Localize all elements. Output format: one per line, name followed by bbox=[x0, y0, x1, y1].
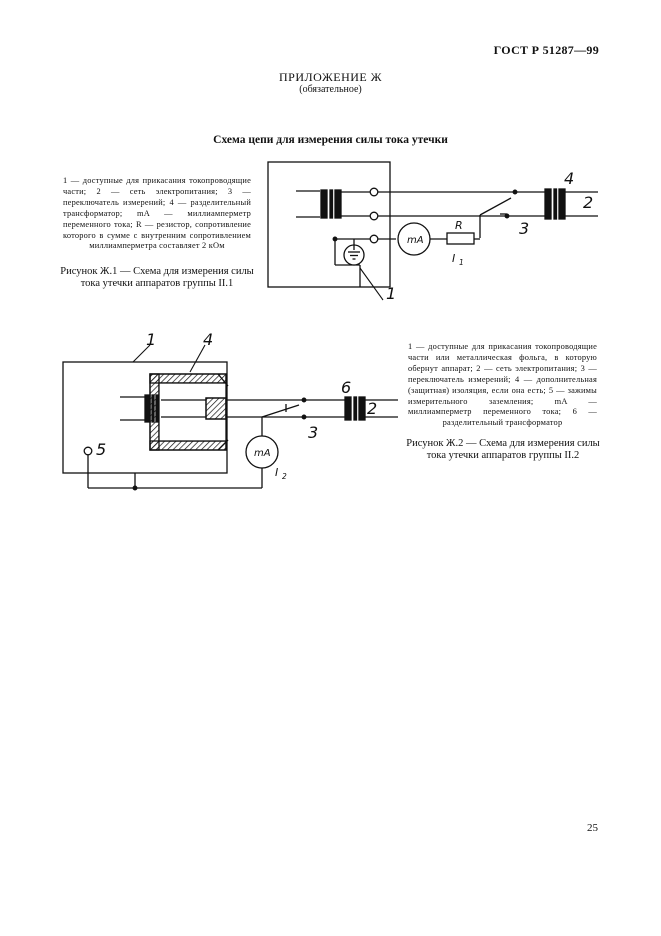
appendix-subtitle: (обязательное) bbox=[299, 84, 362, 95]
fig1-current-subscript: 1 bbox=[459, 258, 464, 267]
fig2-label-3: 3 bbox=[308, 423, 319, 442]
fig2-switch bbox=[262, 404, 299, 428]
fig1-label-4: 4 bbox=[564, 169, 575, 188]
fig1-meter-label: mA bbox=[407, 235, 424, 246]
document-code: ГОСТ Р 51287—99 bbox=[493, 43, 599, 57]
figure1-caption: Рисунок Ж.1 — Схема для измерения силы тока утечки аппаратов группы II.1 bbox=[60, 266, 254, 289]
appendix-title: ПРИЛОЖЕНИЕ Ж bbox=[278, 70, 382, 84]
fig1-label-3: 3 bbox=[519, 219, 530, 238]
fig2-label-4: 4 bbox=[203, 330, 214, 349]
fig1-resistor-label: R bbox=[455, 219, 463, 232]
fig2-isolating-transformer bbox=[345, 397, 365, 420]
page-number: 25 bbox=[587, 822, 598, 834]
fig2-label-6: 6 bbox=[341, 378, 352, 397]
fig1-current-label: I bbox=[452, 252, 456, 265]
figure2-legend: 1 — доступные для прикасания токопроводящие части или металлическая фольга, в которую обернут аппарат; 2 — сеть электропитания; 3 — переключатель измерений; 4 — дополнительная (защитная) изоляция, если она есть; 5 — зажимы измерительного заземления; mA — миллиамперметр переменного тока; 6 — разделительный трансформатор bbox=[408, 342, 597, 428]
fig2-label-5: 5 bbox=[96, 440, 107, 459]
fig2-earth-terminal bbox=[84, 447, 92, 455]
fig2-meter-label: mA bbox=[254, 448, 271, 459]
figure1-legend: 1 — доступные для прикасания токопроводящие части; 2 — сеть электропитания; 3 — переключатель измерений; 4 — разделительный трансформатор; mA — миллиамперметр переменного тока; R — резистор, сопротивление которого в сумме с внутренним сопротивлением миллиамперметра составляет 2 кОм bbox=[63, 176, 251, 251]
fig2-label-1: 1 bbox=[146, 330, 157, 349]
fig2-label-2: 2 bbox=[367, 399, 378, 418]
figure2-caption: Рисунок Ж.2 — Схема для измерения силы тока утечки аппаратов группы II.2 bbox=[406, 438, 600, 461]
section-heading: Схема цепи для измерения силы тока утечки bbox=[213, 134, 448, 146]
fig1-label-1: 1 bbox=[386, 284, 397, 303]
fig2-current-subscript: 2 bbox=[282, 472, 287, 481]
fig2-current-label: I bbox=[275, 466, 279, 479]
fig1-label-2: 2 bbox=[583, 193, 594, 212]
fig2-supplementary-insulation bbox=[150, 374, 228, 450]
